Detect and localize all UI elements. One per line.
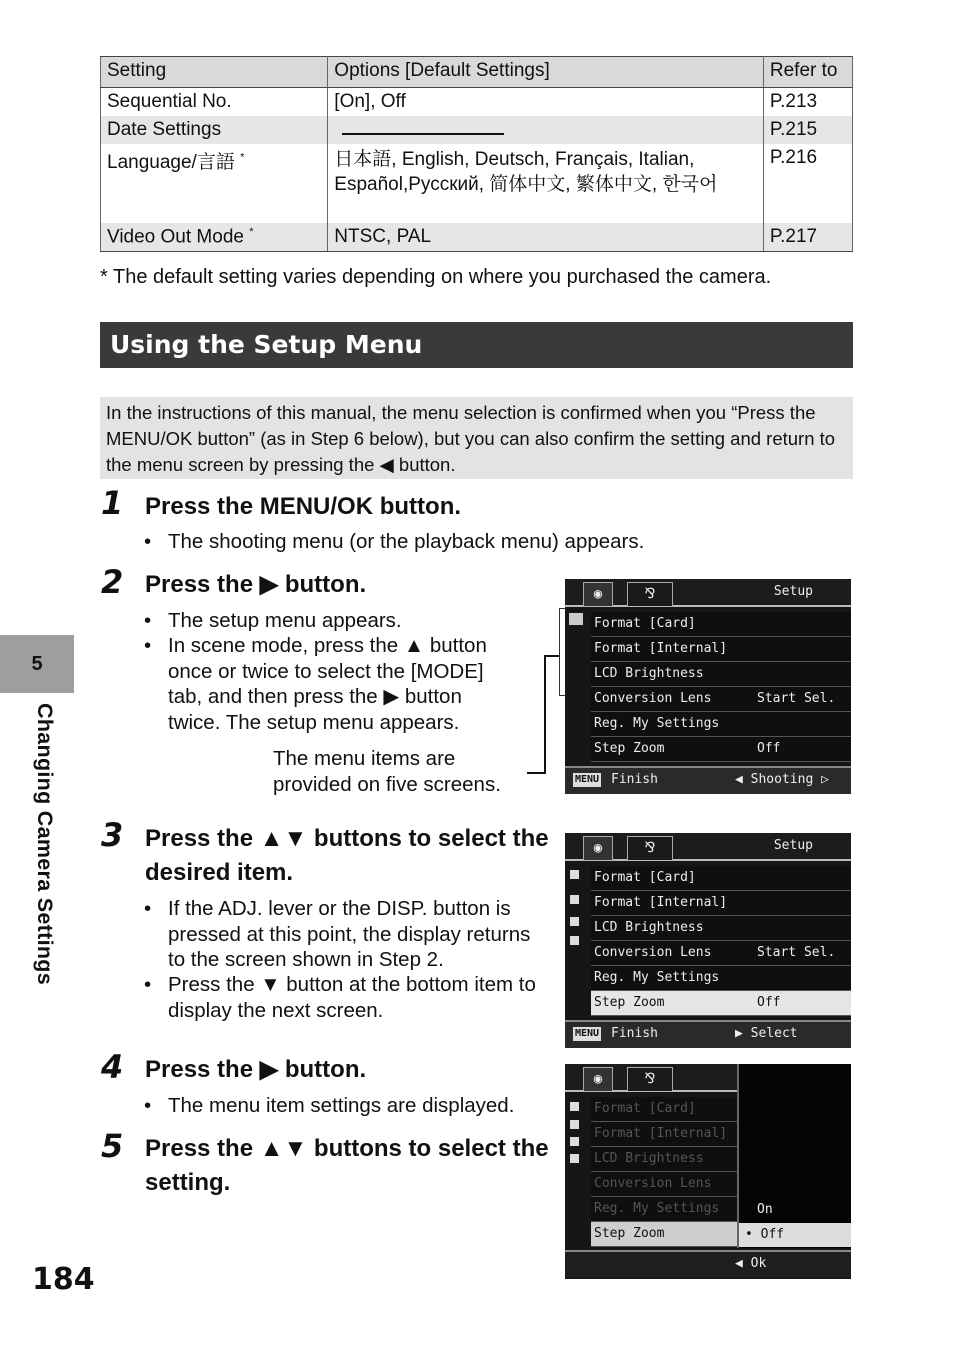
menu-item: Conversion Lens Start Sel. — [591, 687, 851, 712]
table-row — [101, 88, 853, 117]
cell-setting — [101, 144, 328, 223]
table-row — [101, 144, 853, 223]
menu-item: Reg. My Settings — [591, 1197, 737, 1222]
step-title: Press the ▶ button. — [145, 1056, 367, 1083]
cell-setting-text: Video Out Mode — [107, 226, 244, 248]
footer-left: Finish — [611, 772, 658, 787]
menu-item: Format [Card] — [591, 612, 851, 637]
cell-ref: P.215 — [763, 116, 852, 144]
cell-ref: P.217 — [763, 223, 852, 252]
page-indicator — [570, 1137, 579, 1146]
menu-item: LCD Brightness — [591, 662, 851, 687]
screen-footer — [565, 1020, 851, 1048]
menu-list — [591, 1097, 737, 1247]
menu-list — [591, 866, 851, 1016]
page-indicator — [570, 1154, 579, 1163]
chapter-number: 5 — [31, 653, 43, 675]
footnote: * The default setting varies depending on where you purchased the camera. — [100, 266, 772, 288]
wrench-icon: ⅋ — [627, 1067, 673, 1091]
step-number: 4 — [101, 1048, 124, 1086]
bullet-text: In scene mode, press the ▲ button once or twice to select the [MODE] tab, and then press the ▶ button twice. The setup menu appears. — [168, 634, 487, 734]
screen-footer — [565, 766, 851, 794]
menu-item: LCD Brightness — [591, 916, 851, 941]
callout-line — [527, 772, 546, 774]
page-indicator — [570, 870, 579, 879]
step-title: Press the ▲▼ buttons to select the setting. — [145, 1135, 549, 1196]
screen-tab-bar — [565, 1064, 737, 1092]
menu-item: LCD Brightness — [591, 1147, 737, 1172]
bullet-text: The shooting menu (or the playback menu) appears. — [168, 530, 645, 553]
menu-key-icon: MENU — [575, 774, 600, 785]
table-header-refer: Refer to — [763, 57, 852, 88]
page-indicator — [570, 936, 579, 945]
option-off-selected: • Off — [739, 1223, 851, 1247]
screen-footer — [565, 1250, 851, 1278]
screen-title: Setup — [773, 838, 813, 853]
bullet-text: If the ADJ. lever or the DISP. button is pressed at this point, the display returns to the screen shown in Step 2. — [168, 897, 531, 971]
cell-setting: Date Settings — [101, 116, 328, 144]
bullet-item: • Press the ▼ button at the bottom item to display the next screen. — [144, 973, 536, 1022]
page-indicator — [570, 917, 579, 926]
table-row — [101, 223, 853, 252]
section-heading: Using the Setup Menu — [100, 322, 853, 368]
cell-options: NTSC, PAL — [328, 223, 764, 252]
page-indicator — [570, 1102, 579, 1111]
footnote-mark: * — [240, 151, 245, 164]
footer-right: ◀ Shooting ▷ — [735, 772, 829, 787]
bullet-item: • In scene mode, press the ▲ button once or twice to select the [MODE] tab, and then press the ▶ button twice. The setup menu appears. — [144, 634, 487, 734]
bullet-text: The setup menu appears. — [168, 609, 402, 632]
menu-item: Format [Internal] — [591, 891, 851, 916]
camera-screen-options — [565, 1064, 851, 1279]
menu-item: Format [Card] — [591, 866, 851, 891]
bullet-item: • The menu item settings are displayed. — [144, 1094, 515, 1117]
camera-icon: ◉ — [583, 582, 613, 606]
step-number: 1 — [101, 484, 124, 522]
step-title: Press the ▲▼ buttons to select the desired item. — [145, 825, 549, 886]
page-indicator — [569, 613, 583, 625]
menu-key-icon: MENU — [575, 1028, 600, 1039]
screen-title: Setup — [773, 584, 813, 599]
footnote-mark: * — [249, 226, 254, 238]
menu-item: Format [Card] — [591, 1097, 737, 1122]
page-indicator — [570, 895, 579, 904]
table-header-setting: Setting — [101, 57, 328, 88]
note-box: In the instructions of this manual, the menu selection is confirmed when you “Press the MENU/OK button” (as in Step 6 below), but you can also confirm the setting and return to the menu screen by pressing the ◀ button. — [100, 397, 853, 479]
menu-item-selected: Step Zoom Off — [591, 991, 851, 1016]
step-title: Press the MENU/OK button. — [145, 493, 462, 520]
table-row — [101, 116, 853, 144]
menu-item: Reg. My Settings — [591, 966, 851, 991]
bullet-item: • The setup menu appears. — [144, 609, 402, 632]
callout-line — [544, 655, 560, 657]
page-number: 184 — [32, 1262, 95, 1297]
chapter-label: Changing Camera Settings — [33, 703, 57, 985]
menu-item: Conversion Lens — [591, 1172, 737, 1197]
menu-item: Step Zoom Off — [591, 737, 851, 762]
bullet-item: • The shooting menu (or the playback menu) appears. — [144, 530, 645, 553]
wrench-icon: ⅋ — [627, 836, 673, 860]
table-header-options: Options [Default Settings] — [328, 57, 764, 88]
footer-left: Finish — [611, 1026, 658, 1041]
options-popup — [737, 1064, 851, 1248]
footer-right: ▶ Select — [735, 1026, 798, 1041]
camera-icon: ◉ — [583, 1067, 613, 1091]
screen-tab-bar — [565, 579, 851, 607]
step-title: Press the ▶ button. — [145, 571, 367, 598]
screen-tab-bar — [565, 833, 851, 861]
bullet-text: The menu item settings are displayed. — [168, 1094, 515, 1117]
step-number: 3 — [101, 816, 124, 854]
cell-options: [On], Off — [328, 88, 764, 117]
option-off-label: Off — [760, 1227, 785, 1242]
cell-setting: Sequential No. — [101, 88, 328, 117]
step-number: 2 — [101, 563, 124, 601]
menu-list — [591, 612, 851, 762]
camera-icon: ◉ — [583, 836, 613, 860]
cell-options: 日本語, English, Deutsch, Français, Italian, Español,Русский, 简体中文, 繁体中文, 한국어 — [328, 144, 764, 223]
menu-item: Conversion Lens Start Sel. — [591, 941, 851, 966]
footer-right: ◀ Ok — [735, 1256, 767, 1271]
cell-options-dash — [328, 116, 764, 144]
menu-item: Format [Internal] — [591, 637, 851, 662]
wrench-icon: ⅋ — [627, 582, 673, 606]
menu-item-selected: Step Zoom — [591, 1222, 737, 1247]
cell-ref: P.213 — [763, 88, 852, 117]
bullet-text: Press the ▼ button at the bottom item to display the next screen. — [168, 973, 536, 1022]
camera-screen-select — [565, 833, 851, 1048]
callout-text: The menu items are provided on five screens. — [273, 747, 501, 796]
bullet-item: • If the ADJ. lever or the DISP. button is pressed at this point, the display returns to the screen shown in Step 2. — [144, 897, 531, 971]
cell-setting — [101, 223, 328, 252]
option-on: On — [757, 1202, 773, 1217]
step-number: 5 — [101, 1127, 124, 1165]
camera-screen-setup — [565, 579, 851, 794]
cell-ref: P.216 — [763, 144, 852, 223]
settings-table — [100, 56, 853, 252]
page-indicator — [570, 1120, 579, 1129]
menu-item: Reg. My Settings — [591, 712, 851, 737]
callout-line — [544, 655, 546, 773]
menu-item: Format [Internal] — [591, 1122, 737, 1147]
cell-setting-text: Language/言語 — [107, 152, 235, 173]
